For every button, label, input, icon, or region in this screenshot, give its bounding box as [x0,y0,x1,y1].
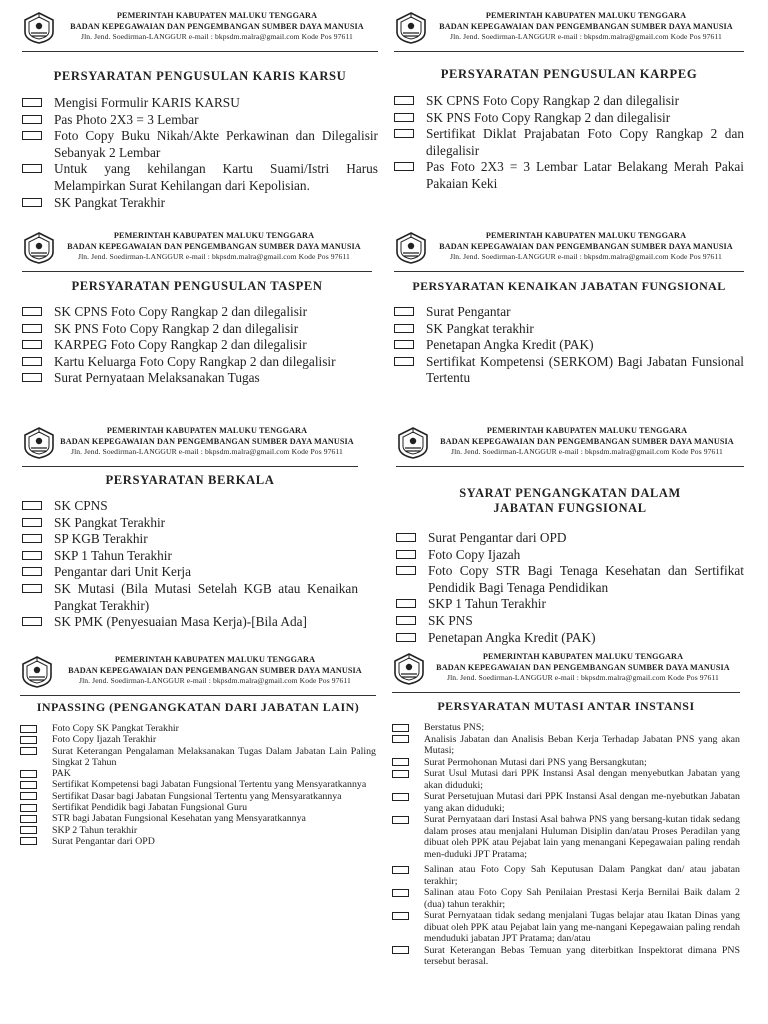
list-item: SK PNS Foto Copy Rangkap 2 dan dilegalisir [394,110,744,127]
list-item: STR bagi Jabatan Fungsional Kesehatan yang Mensyaratkannya [20,813,376,824]
list-item: Surat Pengantar dari OPD [396,530,744,547]
list-item: Surat Permohonan Mutasi dari PNS yang Bersangkutan; [392,757,740,769]
list-item: SKP 1 Tahun Terakhir [22,548,358,565]
letterhead-address: Jln. Jend. Soedirman-LANGGUR e-mail : bkpsdm.malra@gmail.com Kode Pos 97611 [451,447,723,457]
panel-title: PERSYARATAN MUTASI ANTAR INSTANSI [437,699,695,713]
panel-karis-karsu [22,11,378,211]
checkbox[interactable] [392,889,409,897]
checkbox[interactable] [394,324,414,333]
panel-title: PERSYARATAN PENGUSULAN KARPEG [440,67,698,81]
panel-title: PERSYARATAN PENGUSULAN TASPEN [71,279,323,293]
letterhead [392,652,740,696]
list-item: Foto Copy SK Pangkat Terakhir [20,723,376,734]
letterhead-line-2: BADAN KEPEGAWAIAN DAN PENGEMBANGAN SUMBER DAYA MANUSIA [439,241,733,251]
checkbox[interactable] [22,340,42,349]
panel-pengangkatan-jabatan-fungsional [396,426,744,646]
checkbox[interactable] [22,307,42,316]
list-item: SK CPNS [22,498,358,515]
list-item: SP KGB Terakhir [22,531,358,548]
checkbox[interactable] [396,633,416,642]
checkbox[interactable] [22,518,42,527]
letterhead-line-2: BADAN KEPEGAWAIAN DAN PENGEMBANGAN SUMBER DAYA MANUSIA [436,662,730,672]
panel-inpassing [20,655,376,847]
list-item: Mengisi Formulir KARIS KARSU [22,95,378,112]
checkbox[interactable] [394,113,414,122]
checkbox[interactable] [22,534,42,543]
list-item: Penetapan Angka Kredit (PAK) [396,630,744,647]
letterhead-line-2: BADAN KEPEGAWAIAN DAN PENGEMBANGAN SUMBER DAYA MANUSIA [70,21,364,31]
letterhead-address: Jln. Jend. Soedirman-LANGGUR e-mail : bkpsdm.malra@gmail.com Kode Pos 97611 [78,252,350,262]
list-item: SK CPNS Foto Copy Rangkap 2 dan dilegalisir [394,93,744,110]
list-item: Surat Pernyataan dari Instasi Asal bahwa PNS yang bersang-kutan tidak sedang dalam proses atau menjalani Huluman Disiplin dan/atau Proses Peradilan yang dibuat oleh PPK atau Pejabat lain yang menangani Kepegawaian paling rendah men-duduki JPT Pratama; [392,814,740,860]
checkbox[interactable] [392,816,409,824]
panel-title-line-2: JABATAN FUNGSIONAL [493,501,647,515]
checkbox[interactable] [20,792,37,800]
letterhead-rule [22,271,372,272]
checkbox[interactable] [20,747,37,755]
letterhead-rule [394,51,744,52]
list-item: KARPEG Foto Copy Rangkap 2 dan dilegalisir [22,337,372,354]
letterhead-line-1: PEMERINTAH KABUPATEN MALUKU TENGGARA [106,426,308,435]
checkbox[interactable] [22,584,42,593]
letterhead [394,11,744,55]
list-item: Sertifikat Pendidik bagi Jabatan Fungsional Guru [20,802,376,813]
regency-emblem-icon [392,652,426,686]
list-item: SK Mutasi (Bila Mutasi Setelah KGB atau Kenaikan Pangkat Terakhir) [22,581,358,614]
letterhead-rule [22,466,358,467]
checkbox[interactable] [394,340,414,349]
list-item: Foto Copy STR Bagi Tenaga Kesehatan dan Sertifikat Pendidik Bagi Tenaga Pendidikan [396,563,744,596]
regency-emblem-icon [22,231,56,265]
letterhead-address: Jln. Jend. Soedirman-LANGGUR e-mail : bkpsdm.malra@gmail.com Kode Pos 97611 [79,676,351,686]
requirement-list [392,722,740,968]
checkbox[interactable] [396,616,416,625]
checkbox[interactable] [392,758,409,766]
list-item: Sertifikat Dasar bagi Jabatan Fungsional Tertentu yang Mensyaratkannya [20,791,376,802]
panel-title [396,486,744,516]
list-item: SK CPNS Foto Copy Rangkap 2 dan dilegalisir [22,304,372,321]
panel-taspen [22,231,372,387]
checkbox[interactable] [396,566,416,575]
checkbox[interactable] [392,770,409,778]
list-item: SK Pangkat terakhir [394,321,744,338]
panel-title: PERSYARATAN PENGUSULAN KARIS KARSU [53,69,347,83]
list-item: Surat Pengantar [394,304,744,321]
letterhead-address: Jln. Jend. Soedirman-LANGGUR e-mail : bkpsdm.malra@gmail.com Kode Pos 97611 [450,252,722,262]
list-item: Analisis Jabatan dan Analisis Beban Kerja Terhadap Jabatan PNS yang akan Mutasi; [392,734,740,757]
list-item: SK PNS Foto Copy Rangkap 2 dan dilegalisir [22,321,372,338]
list-item: Salinan atau Foto Copy Sah Keputusan Dalam Pangkat dan/ atau jabatan terakhir; [392,864,740,887]
checkbox[interactable] [22,357,42,366]
panel-kenaikan-jabatan-fungsional [394,231,744,387]
letterhead-line-2: BADAN KEPEGAWAIAN DAN PENGEMBANGAN SUMBER DAYA MANUSIA [440,436,734,446]
regency-emblem-icon [394,231,428,265]
checkbox[interactable] [22,551,42,560]
checkbox[interactable] [392,724,409,732]
panel-karpeg [394,11,744,193]
letterhead-address: Jln. Jend. Soedirman-LANGGUR e-mail : bkpsdm.malra@gmail.com Kode Pos 97611 [71,447,343,457]
checkbox[interactable] [22,567,42,576]
panel-title-line-1: SYARAT PENGANGKATAN DALAM [459,486,681,500]
checkbox[interactable] [20,781,37,789]
checkbox[interactable] [396,550,416,559]
list-item: SK Pangkat Terakhir [22,195,378,212]
checkbox[interactable] [396,599,416,608]
checkbox[interactable] [394,96,414,105]
checkbox[interactable] [392,912,409,920]
checkbox[interactable] [22,373,42,382]
list-item: Surat Pengantar dari OPD [20,836,376,847]
list-item: Surat Keterangan Pengalaman Melaksanakan Tugas Dalam Jabatan Lain Paling Singkat 2 Tahun [20,746,376,769]
checkbox[interactable] [22,198,42,207]
checkbox[interactable] [392,946,409,954]
list-item: Pengantar dari Unit Kerja [22,564,358,581]
requirement-list [394,304,744,387]
list-item: Foto Copy Buku Nikah/Akte Perkawinan dan Dilegalisir Sebanyak 2 Lembar [22,128,378,161]
regency-emblem-icon [396,426,430,460]
list-item: Pas Photo 2X3 = 3 Lembar [22,112,378,129]
checkbox[interactable] [22,164,42,173]
checkbox[interactable] [392,735,409,743]
list-item: PAK [20,768,376,779]
checkbox[interactable] [20,826,37,834]
letterhead-line-1: PEMERINTAH KABUPATEN MALUKU TENGGARA [114,655,316,664]
letterhead-line-1: PEMERINTAH KABUPATEN MALUKU TENGGARA [116,11,318,20]
list-item: Foto Copy Ijazah [396,547,744,564]
requirement-list [394,93,744,193]
letterhead-address: Jln. Jend. Soedirman-LANGGUR e-mail : bkpsdm.malra@gmail.com Kode Pos 97611 [447,673,719,683]
letterhead [20,655,376,699]
list-item: Salinan atau Foto Copy Sah Penilaian Prestasi Kerja Bernilai Baik dalam 2 (dua) tahun terakhir; [392,887,740,910]
list-item: Penetapan Angka Kredit (PAK) [394,337,744,354]
regency-emblem-icon [22,11,56,45]
requirement-list [22,304,372,387]
checkbox[interactable] [20,804,37,812]
checkbox[interactable] [22,115,42,124]
letterhead-rule [394,271,744,272]
list-item: Sertifikat Diklat Prajabatan Foto Copy Rangkap 2 dan dilegalisir [394,126,744,159]
list-item: SKP 1 Tahun Terakhir [396,596,744,613]
letterhead-address: Jln. Jend. Soedirman-LANGGUR e-mail : bkpsdm.malra@gmail.com Kode Pos 97611 [450,32,722,42]
letterhead-address: Jln. Jend. Soedirman-LANGGUR e-mail : bkpsdm.malra@gmail.com Kode Pos 97611 [81,32,353,42]
letterhead [22,231,372,275]
panel-title: INPASSING (PENGANGKATAN DARI JABATAN LAIN) [36,700,360,714]
letterhead-line-1: PEMERINTAH KABUPATEN MALUKU TENGGARA [485,11,687,20]
checkbox[interactable] [394,162,414,171]
letterhead [394,231,744,275]
checkbox[interactable] [22,98,42,107]
checkbox[interactable] [20,736,37,744]
letterhead-rule [20,695,376,696]
letterhead [396,426,744,470]
panel-mutasi-antar-instansi [392,652,740,968]
list-item: Surat Keterangan Bebas Temuan yang diterbitkan Inspektorat dimana PNS tersebut berasal. [392,945,740,968]
checkbox[interactable] [392,866,409,874]
list-item: Surat Persetujuan Mutasi dari PPK Instansi Asal dengan me-nyebutkan Jabatan yang akan diduduki; [392,791,740,814]
list-item: Sertifikat Kompetensi bagi Jabatan Fungsional Tertentu yang Mensyaratkannya [20,779,376,790]
regency-emblem-icon [20,655,54,689]
checkbox[interactable] [20,837,37,845]
regency-emblem-icon [22,426,56,460]
checkbox[interactable] [396,533,416,542]
list-item: Berstatus PNS; [392,722,740,734]
list-item: SK PNS [396,613,744,630]
letterhead-line-1: PEMERINTAH KABUPATEN MALUKU TENGGARA [482,652,684,661]
list-item: SK Pangkat Terakhir [22,515,358,532]
letterhead-line-2: BADAN KEPEGAWAIAN DAN PENGEMBANGAN SUMBER DAYA MANUSIA [439,21,733,31]
letterhead-line-1: PEMERINTAH KABUPATEN MALUKU TENGGARA [485,231,687,240]
checkbox[interactable] [394,307,414,316]
letterhead [22,11,378,55]
checkbox[interactable] [20,770,37,778]
list-item: SK PMK (Penyesuaian Masa Kerja)-[Bila Ada] [22,614,358,631]
requirement-list [22,95,378,211]
letterhead-line-2: BADAN KEPEGAWAIAN DAN PENGEMBANGAN SUMBER DAYA MANUSIA [60,436,354,446]
list-item: Surat Usul Mutasi dari PPK Instansi Asal dengan menyebutkan Jabatan yang akan diduduki; [392,768,740,791]
checkbox[interactable] [22,131,42,140]
checkbox[interactable] [394,357,414,366]
checkbox[interactable] [394,129,414,138]
regency-emblem-icon [394,11,428,45]
letterhead-rule [396,466,744,467]
requirement-list [22,498,358,631]
letterhead-line-1: PEMERINTAH KABUPATEN MALUKU TENGGARA [113,231,315,240]
letterhead-line-1: PEMERINTAH KABUPATEN MALUKU TENGGARA [486,426,688,435]
checkbox[interactable] [22,501,42,510]
panel-berkala [22,426,358,631]
checkbox[interactable] [22,324,42,333]
list-item: Kartu Keluarga Foto Copy Rangkap 2 dan dilegalisir [22,354,372,371]
list-item: Surat Pernyataan tidak sedang menjalani Tugas belajar atau Ikatan Dinas yang dibuat oleh PPK atau Pejabat lain yang me-nangani Kepegawaian paling rendah menduduki jabatan JPT Pratama; dan/atau [392,910,740,945]
panel-title: PERSYARATAN BERKALA [105,473,275,487]
requirement-list [396,530,744,646]
letterhead-line-2: BADAN KEPEGAWAIAN DAN PENGEMBANGAN SUMBER DAYA MANUSIA [68,665,362,675]
requirement-list [20,723,376,847]
panel-title: PERSYARATAN KENAIKAN JABATAN FUNGSIONAL [412,279,726,293]
list-item: Surat Pernyataan Melaksanakan Tugas [22,370,372,387]
list-item: Foto Copy Ijazah Terakhir [20,734,376,745]
letterhead-rule [392,692,740,693]
letterhead-line-2: BADAN KEPEGAWAIAN DAN PENGEMBANGAN SUMBER DAYA MANUSIA [67,241,361,251]
checkbox[interactable] [20,725,37,733]
letterhead-rule [22,51,378,52]
checkbox[interactable] [20,815,37,823]
list-item: Pas Foto 2X3 = 3 Lembar Latar Belakang Merah Pakai Pakaian Keki [394,159,744,192]
checkbox[interactable] [392,793,409,801]
list-item: Untuk yang kehilangan Kartu Suami/Istri Harus Melampirkan Surat Kehilangan dari Kepolisian. [22,161,378,194]
checkbox[interactable] [22,617,42,626]
list-item: Sertifikat Kompetensi (SERKOM) Bagi Jabatan Funsional Tertentu [394,354,744,387]
list-item: SKP 2 Tahun terakhir [20,825,376,836]
letterhead [22,426,358,470]
